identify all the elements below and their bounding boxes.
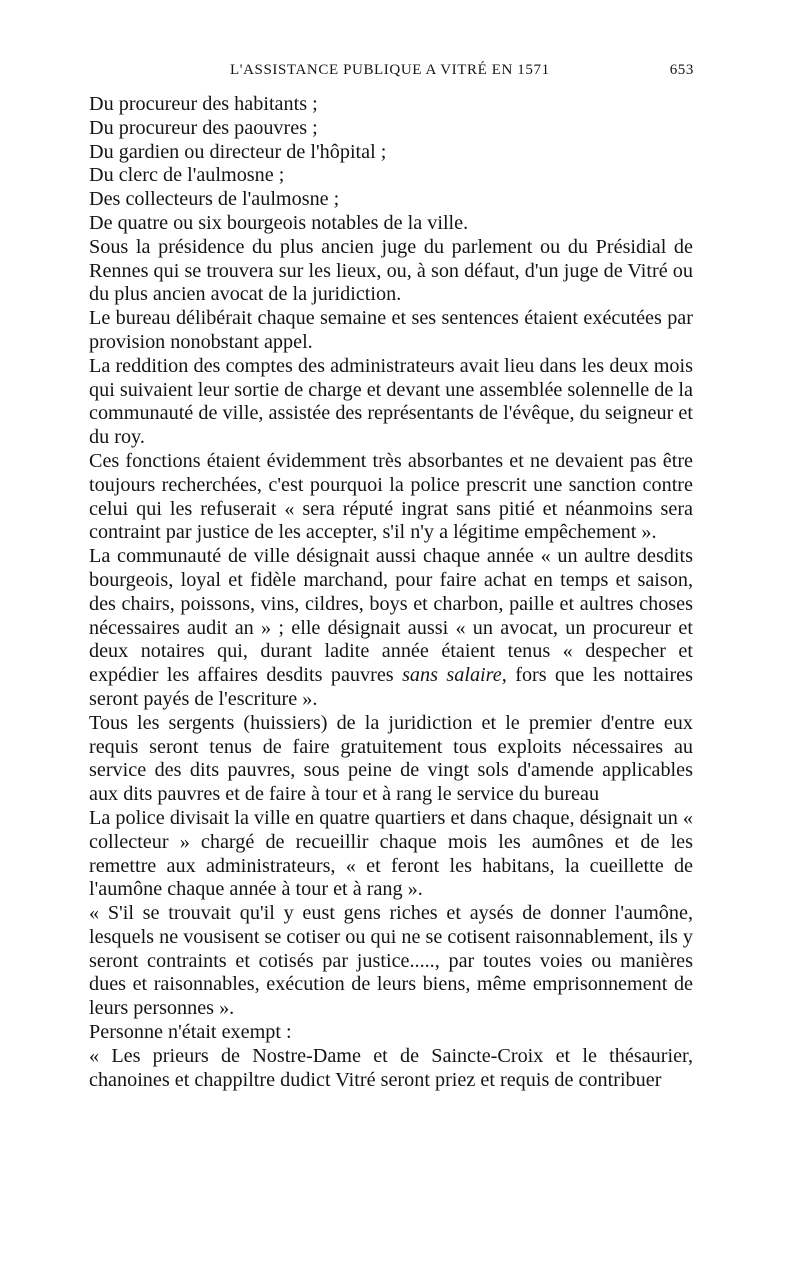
- list-item-5: Des collecteurs de l'aulmosne ;: [89, 188, 340, 211]
- paragraph-quartiers: La police divisait la ville en quatre quartiers et dans chaque, désignait un « collecteur » chargé de recueillir chaque mois les aumônes et de les remettre aux administrateurs, « et feront les habitans, la cueillette de l'aumône chaque année à tour et à rang ».: [89, 806, 693, 901]
- paragraph-prieurs: « Les prieurs de Nostre-Dame et de Saincte-Croix et le thésaurier, chanoines et chappiltre dudict Vitré seront priez et requis de contribuer: [89, 1044, 693, 1091]
- list-item-2: Du procureur des paouvres ;: [89, 116, 318, 139]
- list-item-4: Du clerc de l'aulmosne ;: [89, 164, 285, 187]
- paragraph-reddition: La reddition des comptes des administrateurs avait lieu dans les deux mois qui suivaient leur sortie de charge et devant une assemblée solennelle de la communauté de ville, assistée des représentants de l'évêque, du seigneur et du roy.: [89, 354, 693, 449]
- paragraph-sergents: Tous les sergents (huissiers) de la juridiction et le premier d'entre eux requis seront tenus de faire gratuitement tous exploits nécessaires au service des dits pauvres, sous peine de vingt sols d'amende applicables aux dits pauvres et de faire à tour et à rang le service du bureau: [89, 711, 693, 806]
- running-title: L'ASSISTANCE PUBLIQUE A VITRÉ EN 1571: [230, 62, 550, 78]
- paragraph-riches: « S'il se trouvait qu'il y eust gens riches et aysés de donner l'aumône, lesquels ne vousisent se cotiser ou qui ne se cotisent raisonnablement, ils y seront contraints et cotisés par justice....., par toutes voies ou manières dues et raisonnables, exécution de leurs biens, même emprisonnement de leurs personnes ».: [89, 902, 693, 1020]
- paragraph-bureau: Le bureau délibérait chaque semaine et ses sentences étaient exécutées par provision nonobstant appel.: [89, 307, 693, 353]
- paragraph-communaute-start: La communauté de ville désignait aussi chaque année « un aultre desdits bourgeois, loyal et fidèle marchand, pour faire achat en temps et saison, des chairs, poissons, vins, cildres, boys et charbon, paille et aultres choses nécessaires audit an » ; elle désignait aussi « un avocat, un procureur et deux notaires qui, durant ladite année étaient tenus « despecher et expédier les affaires desdits pauvres: [89, 545, 693, 687]
- list-item-3: Du gardien ou directeur de l'hôpital ;: [89, 140, 387, 163]
- list-item-1: Du procureur des habitants ;: [89, 93, 318, 115]
- page-number: 653: [669, 62, 694, 78]
- body-text: [89, 93, 693, 1092]
- paragraph-communaute: [89, 545, 693, 712]
- paragraph-exempt: Personne n'était exempt :: [89, 1021, 292, 1044]
- list-item-6: De quatre ou six bourgeois notables de la ville.: [89, 211, 469, 234]
- page-header: [90, 58, 694, 84]
- paragraph-communaute-end: , fors que les nottaires seront payés de l'escriture ».: [89, 664, 693, 710]
- paragraph-fonctions: Ces fonctions étaient évidemment très absorbantes et ne devaient pas être toujours recherchées, c'est pourquoi la police prescrit une sanction contre celui qui les refuserait « sera réputé ingrat sans pitié et néanmoins sera contraint par justice de les accepter, s'il n'y a légitime empêchement ».: [89, 449, 693, 544]
- sans-salaire-italic: sans salaire: [402, 664, 502, 687]
- paragraph-presidence: Sous la présidence du plus ancien juge du parlement ou du Présidial de Rennes qui se trouvera sur les lieux, ou, à son défaut, d'un juge de Vitré ou du plus ancien avocat de la juridiction.: [89, 235, 693, 306]
